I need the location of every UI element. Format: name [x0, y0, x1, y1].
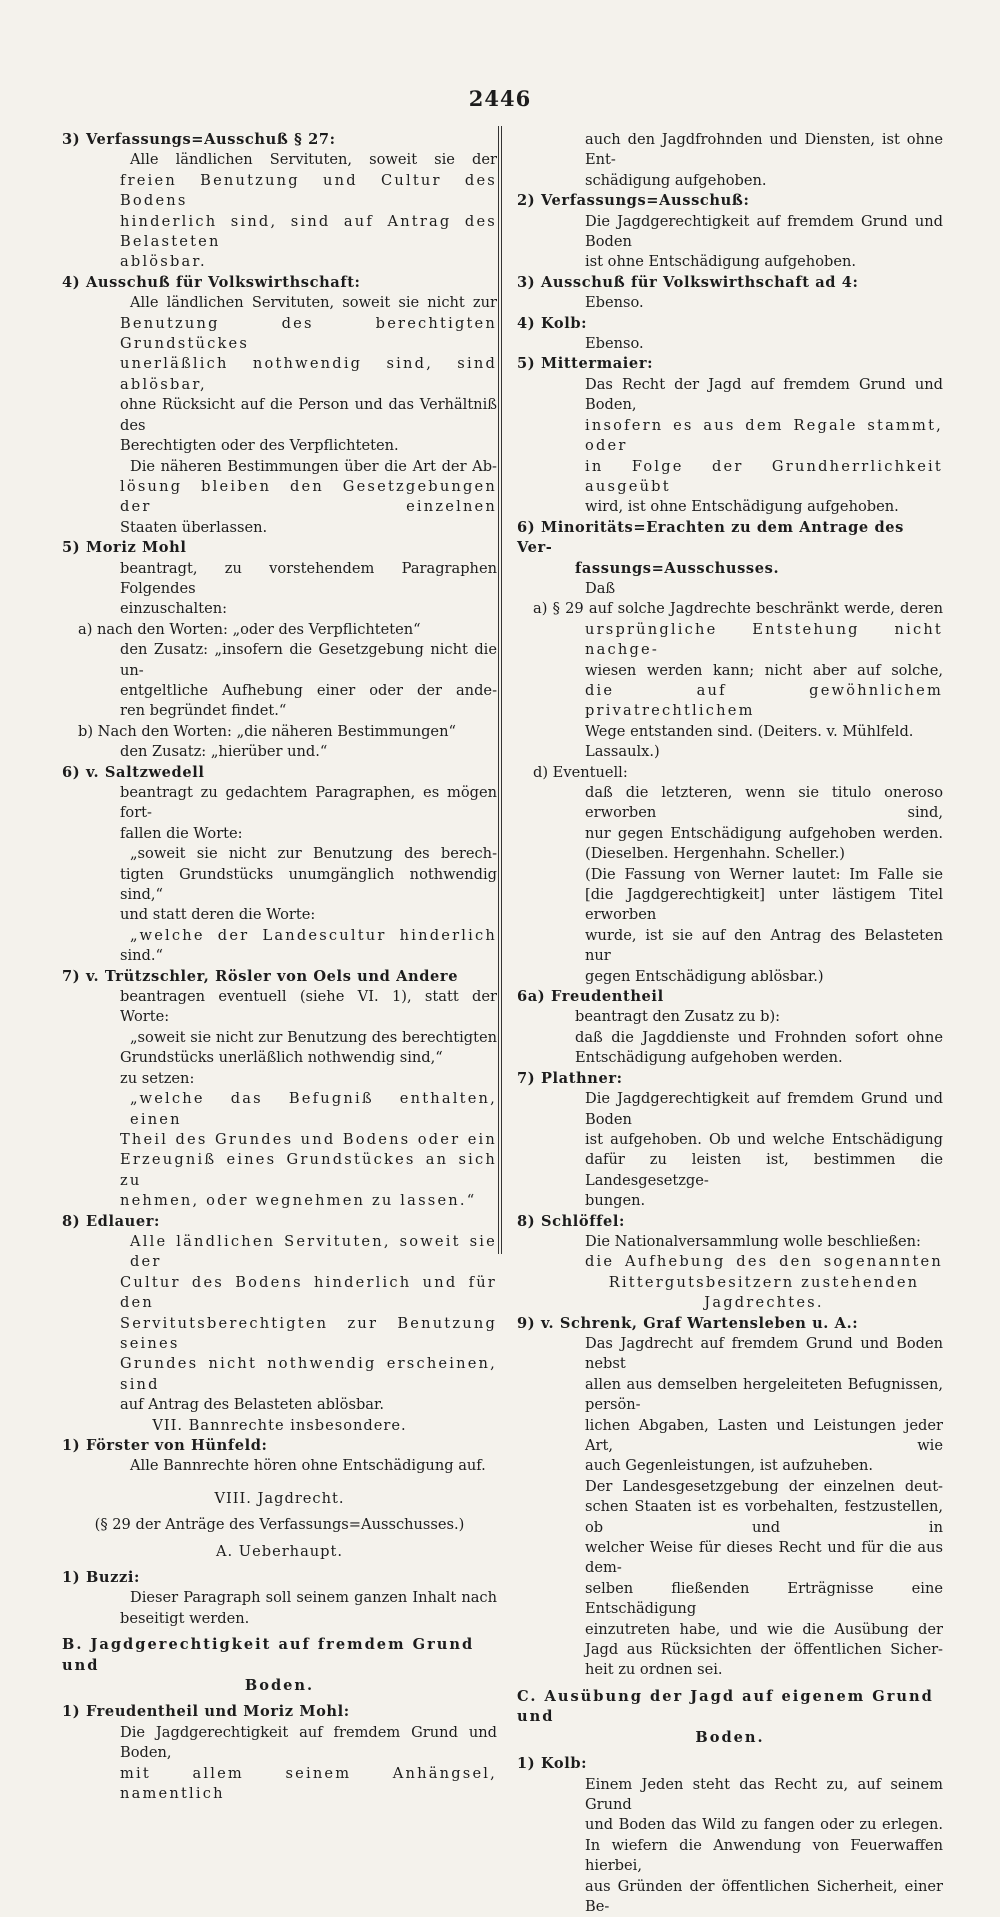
right-column-line: Entschädigung aufgehoben werden.: [575, 1049, 843, 1067]
right-column-line: nur gegen Entschädigung aufgehoben werden.: [585, 824, 943, 842]
right-column-line: dafür zu leisten ist, bestimmen die Landesgesetzge-: [585, 1151, 943, 1189]
left-column-line: Alle ländlichen Servituten, soweit sie der: [130, 1232, 497, 1271]
right-column-line: fassungs=Ausschusses.: [575, 559, 780, 577]
right-column-line: gegen Entschädigung ablösbar.): [585, 967, 824, 985]
left-column-line: Alle Bannrechte hören ohne Entschädigung auf.: [130, 1457, 486, 1475]
left-column-line: ren begründet findet.“: [120, 702, 287, 720]
right-column-line: Einem Jeden steht das Recht zu, auf seinem Grund: [585, 1775, 943, 1813]
right-column-line: ursprüngliche Entstehung nicht nachge-: [585, 620, 943, 659]
right-column-line: 6a) Freudentheil: [517, 988, 664, 1006]
left-column-line: beantragt, zu vorstehendem Paragraphen Folgendes: [120, 559, 497, 597]
left-column-line: Boden.: [244, 1677, 315, 1695]
left-column-line: Staaten überlassen.: [120, 518, 268, 536]
right-column-line: 8) Schlöffel:: [517, 1212, 626, 1230]
left-column-line: Servitutsberechtigten zur Benutzung seines: [120, 1314, 497, 1352]
page-number: 2446: [468, 86, 532, 111]
left-column-line: ablösbar.: [120, 253, 207, 271]
left-column-line: 3) Verfassungs=Ausschuß § 27:: [62, 131, 336, 148]
left-column-line: Alle ländlichen Servituten, soweit sie der: [130, 151, 497, 169]
right-column-line: Daß: [585, 579, 616, 597]
right-column-line: in Folge der Grundherrlichkeit ausgeübt: [585, 457, 943, 495]
left-column-line: tigten Grundstücks unumgänglich nothwendig sind,“: [120, 865, 497, 904]
left-column-line: „welche der Landescultur hinderlich: [130, 926, 497, 944]
right-column-line: heit zu ordnen sei.: [585, 1661, 723, 1679]
right-column-line: C. Ausübung der Jagd auf eigenem Grund und: [517, 1687, 934, 1726]
right-column-line: schen Staaten ist es vorbehalten, festzustellen, ob und in: [585, 1498, 943, 1536]
left-column-line: einzuschalten:: [120, 600, 228, 618]
left-column-line: A. Ueberhaupt.: [215, 1542, 344, 1560]
right-column-line: bungen.: [585, 1192, 646, 1210]
left-column-line: Die näheren Bestimmungen über die Art der Ab-: [130, 457, 497, 475]
right-column-line: 2) Verfassungs=Ausschuß:: [517, 192, 750, 210]
left-column-line: „welche das Befugniß enthalten, einen: [130, 1090, 497, 1128]
left-column-spacer: [62, 1477, 497, 1489]
right-column-line: Boden.: [695, 1728, 765, 1746]
right-column-line: 3) Ausschuß für Volkswirthschaft ad 4:: [517, 273, 859, 291]
left-column-line: (§ 29 der Anträge des Verfassungs=Ausschusses.): [94, 1516, 465, 1534]
left-column-line: 8) Edlauer:: [62, 1212, 161, 1230]
right-column-line: wiesen werden kann; nicht aber auf solche,: [585, 661, 943, 679]
right-column-line: selben fließenden Erträgnisse eine Entschädigung: [585, 1579, 943, 1618]
left-column-line: Erzeugniß eines Grundstückes an sich zu: [120, 1151, 497, 1189]
right-column-line: d) Eventuell:: [533, 763, 628, 781]
column-divider: [498, 126, 502, 1254]
right-column-line: auch den Jagdfrohnden und Diensten, ist ohne Ent-: [585, 131, 943, 169]
left-column-line: VIII. Jagdrecht.: [214, 1489, 345, 1507]
right-column-line: aus Gründen der öffentlichen Sicherheit, einer Be-: [585, 1877, 943, 1915]
right-column-line: beantragt den Zusatz zu b):: [575, 1008, 781, 1026]
right-column-line: [die Jagdgerechtigkeit] unter lästigem Titel erworben: [585, 886, 943, 924]
left-column-line: VII. Bannrechte insbesondere.: [152, 1416, 407, 1434]
right-column-line: schädigung aufgehoben.: [585, 171, 767, 189]
left-column-line: Grundes nicht nothwendig erscheinen, sind: [120, 1355, 497, 1393]
left-column-line: entgeltliche Aufhebung einer oder der ande-: [120, 681, 497, 699]
left-column-line: Grundstücks unerläßlich nothwendig sind,“: [120, 1049, 443, 1067]
left-column-line: Die Jagdgerechtigkeit auf fremdem Grund und Boden,: [120, 1723, 497, 1762]
left-column-line: b) Nach den Worten: „die näheren Bestimmungen“: [78, 722, 456, 740]
left-column-line: mit allem seinem Anhängsel, namentlich: [120, 1764, 497, 1803]
left-column-line: beantragt zu gedachtem Paragraphen, es mögen fort-: [120, 784, 497, 822]
right-column-line: ist ohne Entschädigung aufgehoben.: [585, 253, 857, 271]
left-column-line: 6) v. Saltzwedell: [62, 763, 205, 781]
left-column-line: 1) Freudentheil und Moriz Mohl:: [62, 1703, 350, 1721]
right-column-line: Das Recht der Jagd auf fremdem Grund und Boden,: [585, 375, 943, 414]
right-column-line: wird, ist ohne Entschädigung aufgehoben.: [585, 498, 899, 516]
left-column-line: Berechtigten oder des Verpflichteten.: [120, 437, 399, 455]
left-column: [62, 130, 497, 1805]
right-column-line: die Aufhebung des den sogenannten: [585, 1253, 943, 1271]
left-column-line: a) nach den Worten: „oder des Verpflichteten“: [78, 620, 421, 638]
left-column-line: freien Benutzung und Cultur des Bodens: [120, 171, 497, 210]
left-column-line: 1) Buzzi:: [62, 1569, 140, 1587]
left-column-line: den Zusatz: „insofern die Gesetzgebung nicht die un-: [120, 641, 497, 679]
right-column: [517, 130, 943, 1917]
right-column-line: lichen Abgaben, Lasten und Leistungen jeder Art, wie: [585, 1416, 943, 1454]
left-column-line: hinderlich sind, sind auf Antrag des Belasteten: [120, 212, 497, 251]
right-column-line: und Boden das Wild zu fangen oder zu erlegen.: [585, 1816, 943, 1834]
left-column-line: lösung bleiben den Gesetzgebungen der einzelnen: [120, 477, 497, 516]
left-column-line: 5) Moriz Mohl: [62, 539, 187, 557]
right-column-line: die auf gewöhnlichem privatrechtlichem: [585, 681, 943, 720]
right-column-line: In wiefern die Anwendung von Feuerwaffen hierbei,: [585, 1836, 943, 1875]
right-column-line: Der Landesgesetzgebung der einzelnen deut-: [585, 1477, 943, 1495]
right-column-line: 1) Kolb:: [517, 1755, 588, 1773]
right-column-line: Die Jagdgerechtigkeit auf fremdem Grund und Boden: [585, 212, 943, 251]
right-column-line: 5) Mittermaier:: [517, 355, 654, 373]
right-column-line: ist aufgehoben. Ob und welche Entschädigung: [585, 1130, 943, 1148]
right-column-line: (Dieselben. Hergenhahn. Scheller.): [585, 845, 845, 863]
right-column-line: Ebenso.: [585, 335, 644, 353]
left-column-line: ohne Rücksicht auf die Person und das Verhältniß des: [120, 396, 497, 434]
right-column-line: Wege entstanden sind. (Deiters. v. Mühlfeld. Lassaulx.): [585, 722, 914, 761]
left-column-line: „soweit sie nicht zur Benutzung des berech-: [130, 845, 497, 863]
right-column-line: wurde, ist sie auf den Antrag des Belasteten nur: [585, 926, 943, 965]
right-column-line: welcher Weise für dieses Recht und für die aus dem-: [585, 1539, 943, 1577]
left-column-line: Cultur des Bodens hinderlich und für den: [120, 1273, 497, 1312]
left-column-line: 7) v. Trützschler, Rösler von Oels und Andere: [62, 967, 459, 985]
left-column-line: 1) Förster von Hünfeld:: [62, 1437, 268, 1454]
left-column-line: Worte:: [120, 1008, 170, 1026]
right-column-line: daß die Jagddienste und Frohnden sofort ohne: [575, 1028, 943, 1046]
right-column-line: Die Jagdgerechtigkeit auf fremdem Grund und Boden: [585, 1090, 943, 1128]
right-column-line: Das Jagdrecht auf fremdem Grund und Boden nebst: [585, 1334, 943, 1373]
left-column-line: „soweit sie nicht zur Benutzung des berechtigten: [130, 1028, 497, 1046]
right-column-line: Ebenso.: [585, 294, 644, 312]
left-column-line: B. Jagdgerechtigkeit auf fremdem Grund und: [62, 1636, 475, 1674]
right-column-line: Die Nationalversammlung wolle beschließen:: [585, 1232, 921, 1250]
left-column-line: Theil des Grundes und Bodens oder ein: [120, 1130, 497, 1148]
left-column-line: sind.“: [120, 947, 163, 965]
left-column-line: beseitigt werden.: [120, 1609, 250, 1627]
left-column-line: unerläßlich nothwendig sind, sind ablösbar,: [120, 355, 497, 393]
left-column-line: und statt deren die Worte:: [120, 906, 316, 924]
right-column-line: auch Gegenleistungen, ist aufzuheben.: [585, 1457, 874, 1475]
right-column-line: a) § 29 auf solche Jagdrechte beschränkt werde, deren: [533, 600, 943, 618]
left-column-line: zu setzen:: [120, 1069, 195, 1087]
right-column-line: 9) v. Schrenk, Graf Wartensleben u. A.:: [517, 1314, 859, 1332]
right-column-line: 4) Kolb:: [517, 314, 588, 332]
right-column-line: daß die letzteren, wenn sie titulo oneroso erworben sind,: [585, 784, 943, 822]
right-column-line: 7) Plathner:: [517, 1069, 623, 1087]
left-column-line: nehmen, oder wegnehmen zu lassen.“: [120, 1192, 477, 1210]
left-column-line: Dieser Paragraph soll seinem ganzen Inhalt nach: [130, 1589, 497, 1607]
left-column-line: auf Antrag des Belasteten ablösbar.: [120, 1396, 385, 1414]
right-column-line: allen aus demselben hergeleiteten Befugnissen, persön-: [585, 1375, 943, 1414]
left-column-line: den Zusatz: „hierüber und.“: [120, 743, 328, 761]
right-column-line: insofern es aus dem Regale stammt, oder: [585, 416, 943, 455]
left-column-line: Benutzung des berechtigten Grundstückes: [120, 314, 497, 353]
left-column-line: 4) Ausschuß für Volkswirthschaft:: [62, 273, 361, 291]
right-column-line: einzutreten habe, und wie die Ausübung der: [585, 1620, 943, 1638]
right-column-line: Jagd aus Rücksichten der öffentlichen Sicher-: [585, 1641, 943, 1659]
left-column-line: beantragen eventuell (siehe VI. 1), statt der: [120, 988, 497, 1006]
right-column-line: 6) Minoritäts=Erachten zu dem Antrage des Ver-: [517, 518, 904, 557]
right-column-line: Rittergutsbesitzern zustehenden Jagdrechtes.: [608, 1273, 920, 1312]
left-column-line: fallen die Worte:: [120, 824, 243, 842]
right-column-line: (Die Fassung von Werner lautet: Im Falle sie: [585, 865, 943, 883]
left-column-line: Alle ländlichen Servituten, soweit sie nicht zur: [130, 294, 497, 312]
